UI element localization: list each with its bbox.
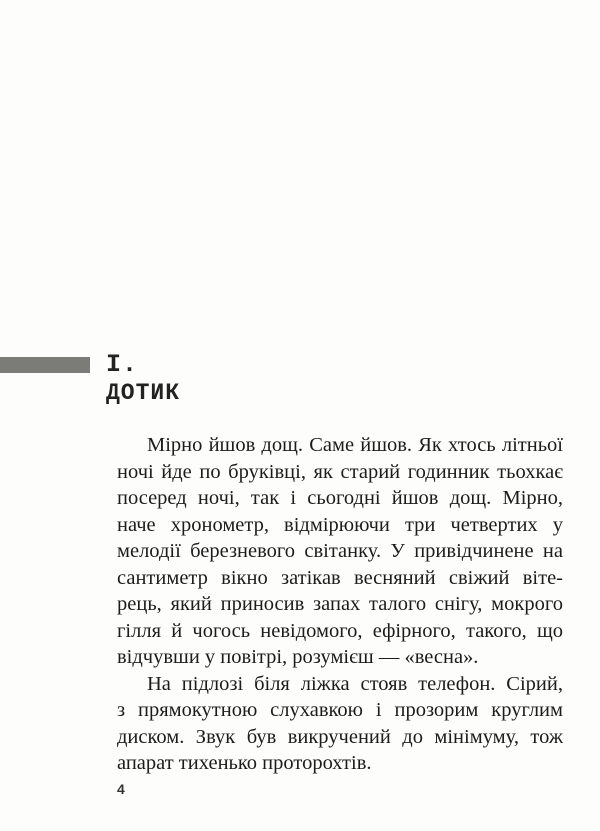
text-line: сантиметр вікно затікав весняний свіжий віте-: [117, 566, 563, 589]
chapter-title: ДОТИК: [106, 380, 181, 406]
text-line: мелодії березневого світанку. У привідчинене на: [117, 540, 563, 562]
text-line: Мірно йшов дощ. Саме йшов. Як хтось літньої: [147, 434, 563, 456]
text-line: рець, який приносив запах талого снігу, мокрого: [117, 593, 563, 615]
text-line: наче хронометр, відмірюючи три четвертих у: [117, 513, 563, 536]
body-text: [117, 432, 563, 777]
text-line: ночі йде по бруківці, як старий годинник тьохкає: [117, 460, 563, 483]
page-number: 4: [117, 781, 125, 797]
text-line: з прямокутною слухавкою і прозорим круглим: [117, 699, 563, 721]
paragraph-1: [117, 432, 563, 671]
text-line: апарат тихенько проторохтів.: [117, 752, 372, 774]
text-line: диском. Звук був викручений до мінімуму, тож: [117, 725, 563, 748]
text-line: гілля й чогось невідомого, ефірного, такого, що: [117, 619, 563, 642]
text-line: посеред ночі, так і сьогодні йшов дощ. Мірно,: [117, 487, 563, 509]
chapter-number: I.: [106, 350, 139, 379]
chapter-marker-bar: [0, 357, 90, 373]
text-line: На підлозі біля ліжка стояв телефон. Сірий,: [147, 672, 563, 695]
text-line: відчувши у повітрі, розумієш — «весна».: [117, 646, 479, 668]
paragraph-2: [117, 671, 563, 777]
